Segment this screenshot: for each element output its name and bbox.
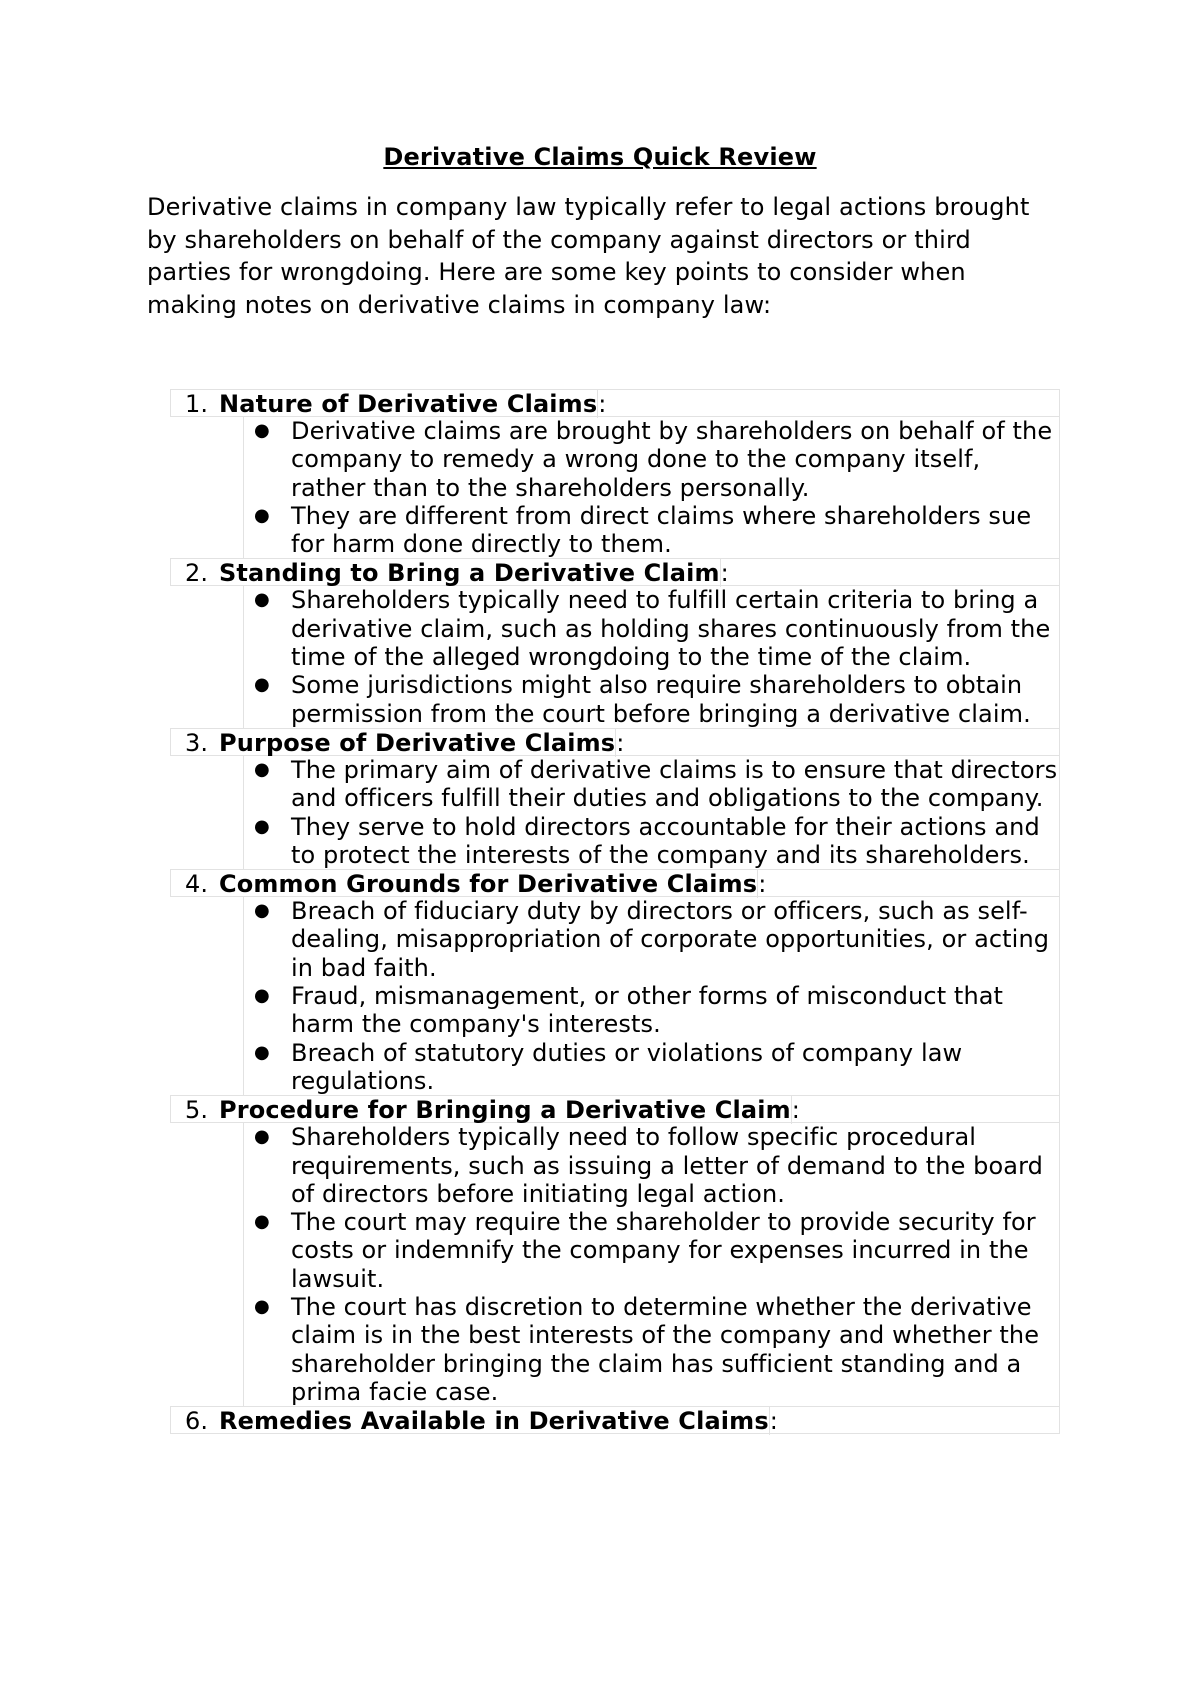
list-item-heading xyxy=(170,869,1060,897)
bullet-point xyxy=(244,586,1059,671)
list-item-number: 2. xyxy=(185,559,209,588)
bullet-icon: ● xyxy=(254,504,270,526)
list-item-heading xyxy=(170,728,1060,756)
list-item-heading xyxy=(170,389,1060,417)
list-item-body xyxy=(243,417,1060,558)
list-item-suffix: : xyxy=(616,728,625,757)
bullet-icon: ● xyxy=(254,1296,270,1318)
bullet-icon: ● xyxy=(254,758,270,780)
bullet-icon: ● xyxy=(254,589,270,611)
list-item-number: 1. xyxy=(185,390,209,418)
bullet-point xyxy=(244,897,1059,982)
list-item-suffix: : xyxy=(769,1407,779,1436)
bullet-icon: ● xyxy=(254,1211,270,1233)
bullet-icon: ● xyxy=(254,985,270,1007)
intro-paragraph: Derivative claims in company law typically refer to legal actions brought by shareholders on behalf of the company against directors or third parties for wrongdoing. Here are some key points to consider when making notes on derivative claims in company law: xyxy=(147,193,1030,319)
list-item-body xyxy=(243,586,1060,727)
bullet-text: Fraud, mismanagement, or other forms of misconduct that harm the company's interests. xyxy=(291,982,1004,1039)
list-item-suffix: : xyxy=(598,390,607,418)
list-item-suffix: : xyxy=(720,559,729,588)
bullet-text: They serve to hold directors accountable for their actions and to protect the interests of the company and its shareholders. xyxy=(291,812,1040,869)
bullet-point xyxy=(244,671,1059,728)
document-title: Derivative Claims Quick Review xyxy=(383,143,817,171)
list-item xyxy=(170,389,1060,558)
bullet-point xyxy=(244,502,1059,559)
list-item-title: Remedies Available in Derivative Claims xyxy=(219,1407,769,1436)
list-item-title: Purpose of Derivative Claims xyxy=(219,728,616,757)
list-item-title: Nature of Derivative Claims xyxy=(219,390,598,418)
list-item-heading xyxy=(170,1095,1060,1123)
list-item-title: Standing to Bring a Derivative Claim xyxy=(219,559,720,588)
list-item-body xyxy=(243,756,1060,869)
list-item-heading xyxy=(170,558,1060,586)
bullet-icon: ● xyxy=(254,815,270,837)
list-item-suffix: : xyxy=(758,870,767,899)
list-item-body xyxy=(243,897,1060,1095)
bullet-text: Derivative claims are brought by shareholders on behalf of the company to remedy a wrong done to the company itself, rather than to the shareholders personally. xyxy=(291,417,1053,502)
key-points-list xyxy=(170,389,1060,1434)
bullet-text: They are different from direct claims where shareholders sue for harm done directly to them. xyxy=(291,501,1032,559)
list-item-number: 4. xyxy=(185,870,209,899)
bullet-icon: ● xyxy=(254,1041,270,1063)
bullet-point xyxy=(244,756,1059,813)
list-item xyxy=(170,869,1060,1095)
list-item-number: 6. xyxy=(185,1407,209,1436)
bullet-text: The court has discretion to determine whether the derivative claim is in the best interests of the company and whether the shareholder bringing the claim has sufficient standing and a prima facie case. xyxy=(291,1293,1040,1406)
bullet-text: Breach of fiduciary duty by directors or officers, such as self-dealing, misappropriation of corporate opportunities, or acting in bad faith. xyxy=(291,897,1050,982)
bullet-text: Shareholders typically need to fulfill certain criteria to bring a derivative claim, such as holding shares continuously from the time of the alleged wrongdoing to the time of the claim. xyxy=(291,586,1051,672)
bullet-point xyxy=(244,1039,1059,1096)
list-item xyxy=(170,558,1060,727)
bullet-text: Breach of statutory duties or violations of company law regulations. xyxy=(291,1038,963,1095)
list-item xyxy=(170,728,1060,869)
bullet-text: Shareholders typically need to follow specific procedural requirements, such as issuing a letter of demand to the board of directors before initiating legal action. xyxy=(291,1123,1043,1208)
bullet-text: The primary aim of derivative claims is to ensure that directors and officers fulfill their duties and obligations to the company. xyxy=(291,755,1058,813)
list-item-heading xyxy=(170,1406,1060,1434)
bullet-icon: ● xyxy=(254,1126,270,1148)
bullet-text: The court may require the shareholder to provide security for costs or indemnify the company for expenses incurred in the lawsuit. xyxy=(291,1208,1036,1293)
bullet-point xyxy=(244,982,1059,1039)
list-item-number: 3. xyxy=(185,728,209,757)
bullet-point xyxy=(244,1293,1059,1406)
list-item xyxy=(170,1095,1060,1406)
list-item-title: Common Grounds for Derivative Claims xyxy=(219,870,758,899)
list-item-title: Procedure for Bringing a Derivative Claim xyxy=(219,1096,791,1125)
bullet-icon: ● xyxy=(254,900,270,922)
list-item-suffix: : xyxy=(791,1096,801,1125)
bullet-text: Some jurisdictions might also require shareholders to obtain permission from the court before bringing a derivative claim. xyxy=(291,671,1031,728)
list-item-body xyxy=(243,1123,1060,1406)
bullet-icon: ● xyxy=(254,674,270,696)
list-item-number: 5. xyxy=(185,1096,209,1125)
bullet-point xyxy=(244,417,1059,502)
bullet-point xyxy=(244,1123,1059,1208)
bullet-icon: ● xyxy=(254,420,270,441)
bullet-point xyxy=(244,813,1059,870)
bullet-point xyxy=(244,1208,1059,1293)
list-item xyxy=(170,1406,1060,1434)
